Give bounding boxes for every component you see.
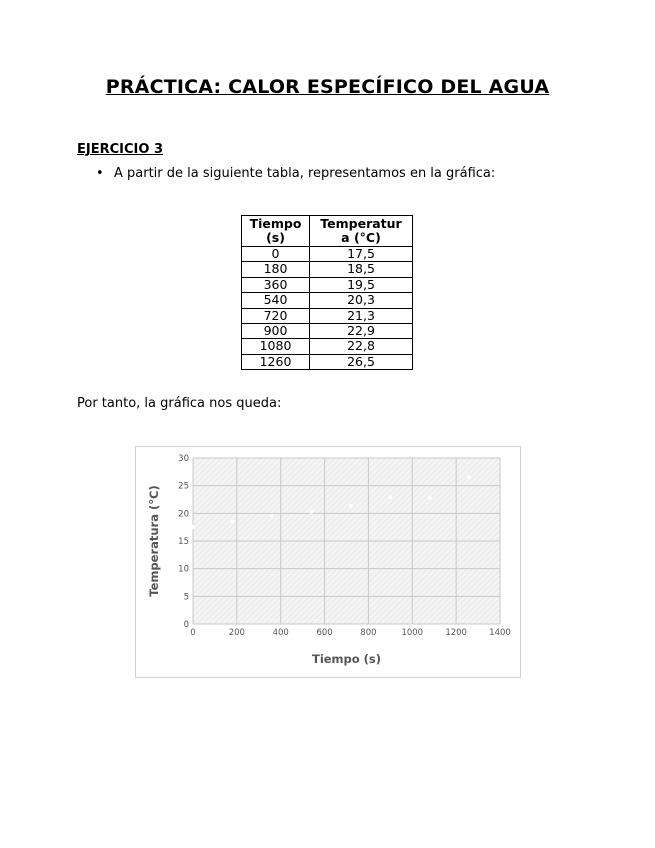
data-point: [230, 519, 234, 523]
data-point: [467, 475, 471, 479]
data-table: [241, 215, 413, 370]
exercise-heading: EJERCICIO 3: [77, 142, 163, 157]
cell-temp: 21,3: [310, 308, 413, 323]
table-row: [242, 247, 413, 262]
cell-time: 720: [242, 308, 310, 323]
cell-temp: 17,5: [310, 247, 413, 262]
document-title: PRÁCTICA: CALOR ESPECÍFICO DEL AGUA: [105, 76, 550, 98]
header-temperatura: [310, 216, 413, 247]
data-point: [309, 509, 313, 513]
y-axis-label: Temperatura (°C): [147, 485, 161, 597]
scatter-chart: [136, 447, 520, 677]
y-tick-label: 30: [178, 454, 189, 464]
chart-container: [135, 446, 521, 678]
x-tick-label: 400: [272, 628, 289, 638]
table-row: [242, 277, 413, 292]
table-header-row: [242, 216, 413, 247]
cell-temp: 22,9: [310, 324, 413, 339]
header-line: a (°C): [341, 230, 381, 245]
cell-temp: 26,5: [310, 354, 413, 369]
y-tick-label: 25: [178, 481, 189, 492]
cell-time: 1260: [242, 354, 310, 369]
cell-time: 1080: [242, 339, 310, 354]
y-tick-label: 5: [183, 592, 189, 603]
y-tick-label: 20: [178, 509, 189, 520]
table-row: [242, 339, 413, 354]
table-row: [242, 354, 413, 369]
x-tick-label: 800: [360, 628, 377, 638]
x-tick-label: 1000: [401, 628, 424, 638]
bullet-text: A partir de la siguiente tabla, representamos en la gráfica:: [114, 166, 496, 181]
table-row: [242, 324, 413, 339]
y-tick-label: 10: [178, 564, 189, 575]
header-tiempo: [242, 216, 310, 247]
y-tick-label: 15: [178, 537, 189, 547]
x-tick-label: 0: [190, 628, 196, 638]
table-row: [242, 308, 413, 323]
cell-time: 900: [242, 324, 310, 339]
intro-paragraph: Por tanto, la gráfica nos queda:: [77, 396, 282, 411]
x-tick-label: 1200: [445, 628, 467, 638]
y-tick-label: 0: [183, 620, 189, 630]
bullet-item: [96, 166, 495, 181]
table-row: [242, 293, 413, 308]
x-tick-label: 600: [316, 628, 333, 638]
x-tick-label: 200: [228, 628, 245, 638]
data-point: [388, 495, 392, 499]
header-line: Tiempo: [249, 216, 302, 231]
bullet-icon: •: [96, 166, 104, 181]
cell-time: 0: [242, 247, 310, 262]
data-point: [428, 496, 432, 500]
x-tick-label: 1400: [489, 628, 511, 638]
cell-time: 180: [242, 262, 310, 277]
x-axis-label: Tiempo (s): [311, 652, 382, 666]
cell-temp: 19,5: [310, 277, 413, 292]
header-line: Temperatur: [320, 216, 402, 231]
header-line: (s): [266, 230, 285, 245]
cell-temp: 22,8: [310, 339, 413, 354]
data-point: [349, 504, 353, 508]
cell-temp: 20,3: [310, 293, 413, 308]
cell-temp: 18,5: [310, 262, 413, 277]
data-point: [191, 525, 195, 529]
cell-time: 360: [242, 277, 310, 292]
data-point: [270, 514, 274, 518]
cell-time: 540: [242, 293, 310, 308]
table-row: [242, 262, 413, 277]
